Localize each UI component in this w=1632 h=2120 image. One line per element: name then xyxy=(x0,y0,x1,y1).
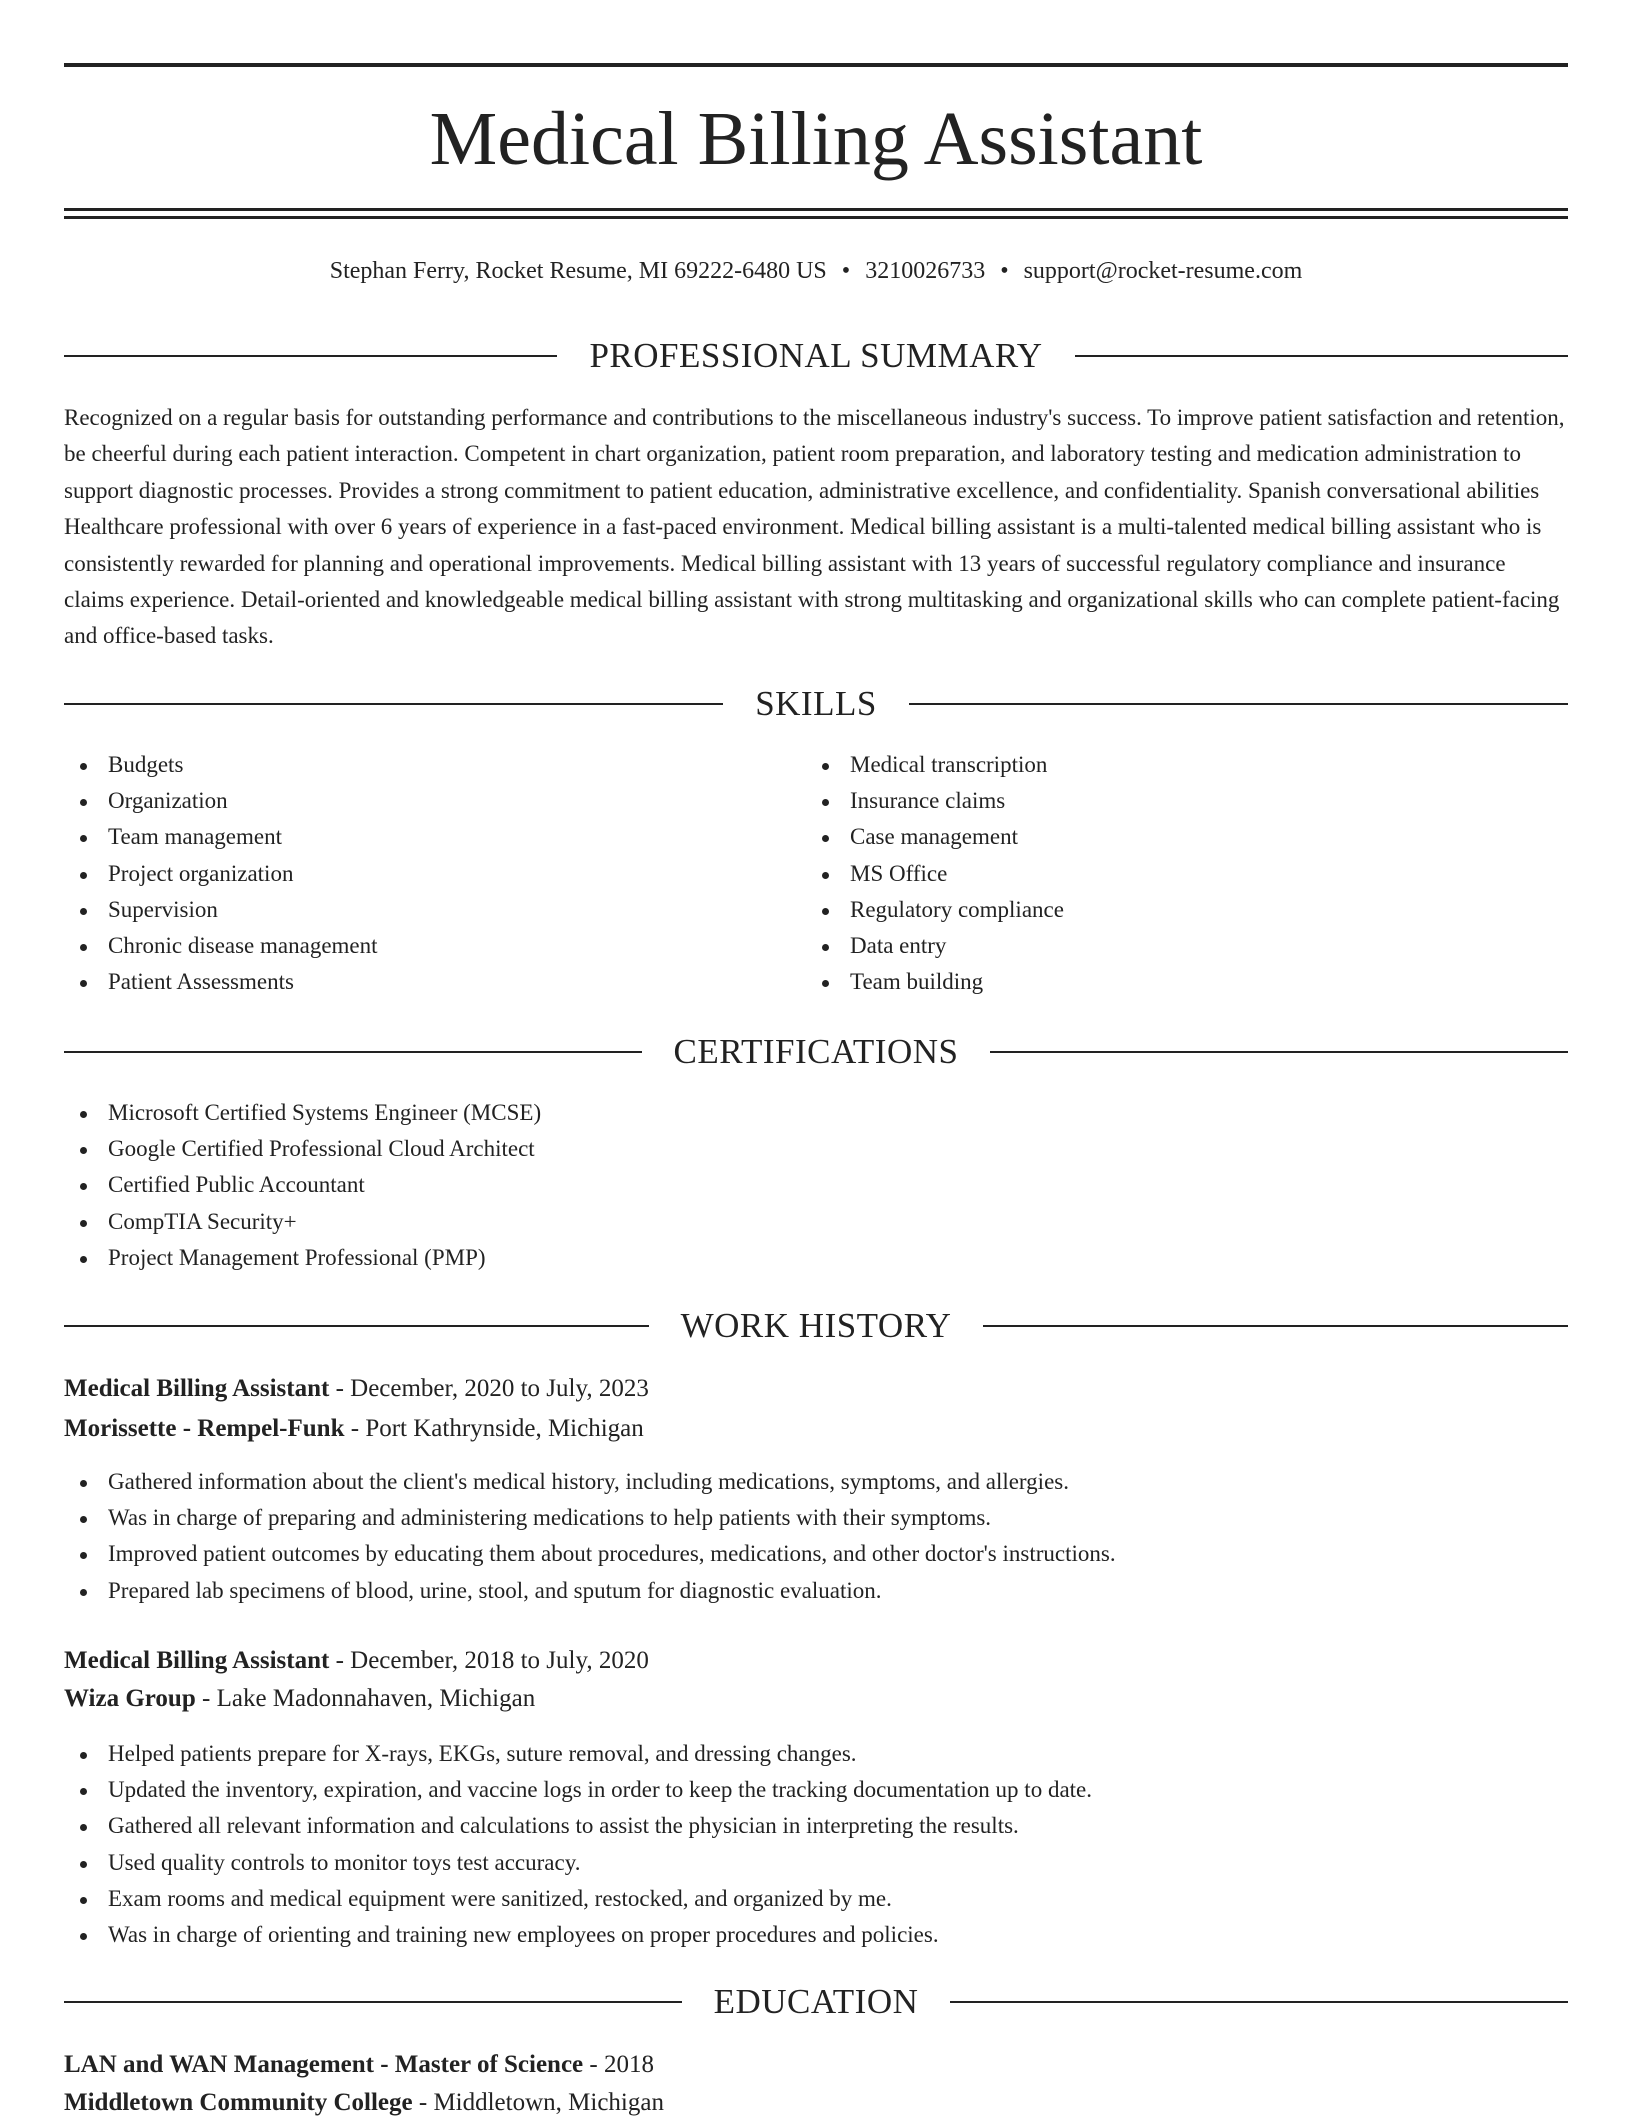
job-title-line: Medical Billing Assistant - December, 2020 to July, 2023 xyxy=(64,1375,649,1402)
contact-phone: 3210026733 xyxy=(865,258,986,284)
contact-line xyxy=(64,255,1568,287)
job-duty-item: Improved patient outcomes by educating them about procedures, medications, and other doctor's instructions. xyxy=(64,1536,1116,1572)
certifications-list xyxy=(64,1095,541,1276)
job-duties-list xyxy=(64,1464,1116,1609)
skills-list-right xyxy=(806,747,1064,1000)
contact-separator: • xyxy=(841,258,851,284)
skill-item: Data entry xyxy=(806,928,1064,964)
job-title-line: Medical Billing Assistant - December, 2018 to July, 2020 xyxy=(64,1647,649,1674)
section-rule-left xyxy=(64,2001,682,2003)
job-duty-item: Was in charge of orienting and training new employees on proper procedures and policies. xyxy=(64,1917,1092,1953)
certification-item: CompTIA Security+ xyxy=(64,1204,541,1240)
skill-item: Medical transcription xyxy=(806,747,1064,783)
section-rule-right xyxy=(990,1051,1568,1053)
job-dates: December, 2020 to July, 2023 xyxy=(350,1375,649,1402)
section-heading-work-history xyxy=(64,1306,1568,1346)
resume-title: Medical Billing Assistant xyxy=(429,97,1203,181)
contact-email: support@rocket-resume.com xyxy=(1023,258,1303,284)
section-heading-education xyxy=(64,1982,1568,2022)
skill-item: Project organization xyxy=(64,856,378,892)
header-double-rule xyxy=(64,208,1568,219)
section-rule-right xyxy=(909,703,1568,705)
skill-item: Chronic disease management xyxy=(64,928,378,964)
job-duty-item: Was in charge of preparing and administering medications to help patients with their symptoms. xyxy=(64,1500,1116,1536)
job-duty-item: Gathered all relevant information and calculations to assist the physician in interpreting the results. xyxy=(64,1808,1092,1844)
skill-item: Team building xyxy=(806,964,1064,1000)
job-duty-item: Helped patients prepare for X-rays, EKGs, suture removal, and dressing changes. xyxy=(64,1736,1092,1772)
job-location: Lake Madonnahaven, Michigan xyxy=(216,1685,536,1712)
header-top-rule xyxy=(64,63,1568,67)
job-company-line: Wiza Group - Lake Madonnahaven, Michigan xyxy=(64,1685,536,1712)
section-heading-summary xyxy=(64,336,1568,376)
certification-item: Certified Public Accountant xyxy=(64,1167,541,1203)
job-company: Morissette - Rempel-Funk xyxy=(64,1415,345,1442)
certification-item: Microsoft Certified Systems Engineer (MCSE) xyxy=(64,1095,541,1131)
section-heading-certifications xyxy=(64,1032,1568,1072)
skill-item: Team management xyxy=(64,819,378,855)
skill-item: Supervision xyxy=(64,892,378,928)
education-degree: LAN and WAN Management - Master of Science xyxy=(64,2051,584,2078)
skill-item: Patient Assessments xyxy=(64,964,378,1000)
education-school-line: Middletown Community College - Middletown, Michigan xyxy=(64,2089,664,2116)
job-company: Wiza Group xyxy=(64,1685,196,1712)
education-degree-line: LAN and WAN Management - Master of Science - 2018 xyxy=(64,2051,654,2078)
job-duty-item: Exam rooms and medical equipment were sanitized, restocked, and organized by me. xyxy=(64,1881,1092,1917)
education-location: Middletown, Michigan xyxy=(433,2089,664,2116)
skill-item: Organization xyxy=(64,783,378,819)
certification-item: Google Certified Professional Cloud Architect xyxy=(64,1131,541,1167)
job-company-line: Morissette - Rempel-Funk - Port Kathrynside, Michigan xyxy=(64,1415,644,1442)
contact-separator: • xyxy=(1000,258,1009,284)
skill-item: Regulatory compliance xyxy=(806,892,1064,928)
job-title: Medical Billing Assistant xyxy=(64,1647,330,1674)
job-duty-item: Prepared lab specimens of blood, urine, stool, and sputum for diagnostic evaluation. xyxy=(64,1573,1116,1609)
skill-item: Insurance claims xyxy=(806,783,1064,819)
section-title: EDUCATION xyxy=(713,1982,919,2021)
job-duty-item: Updated the inventory, expiration, and vaccine logs in order to keep the tracking documentation up to date. xyxy=(64,1772,1092,1808)
section-title: WORK HISTORY xyxy=(680,1306,952,1345)
summary-text: Recognized on a regular basis for outstanding performance and contributions to the miscellaneous industry's success. To improve patient satisfaction and retention, be cheerful during each patient interaction. Competent in chart organization, patient room preparation, and laboratory testing and medication administration to support diagnostic processes. Provides a strong commitment to patient education, administrative excellence, and confidentiality. Spanish conversational abilities Healthcare professional with over 6 years of experience in a fast-paced environment. Medical billing assistant is a multi-talented medical billing assistant who is consistently rewarded for planning and operational improvements. Medical billing assistant with 13 years of successful regulatory compliance and insurance claims experience. Detail-oriented and knowledgeable medical billing assistant with strong multitasking and organizational skills who can complete patient-facing and office-based tasks. xyxy=(64,405,1565,649)
education-school: Middletown Community College xyxy=(64,2089,413,2116)
skill-item: MS Office xyxy=(806,856,1064,892)
section-rule-left xyxy=(64,1051,642,1053)
skill-item: Case management xyxy=(806,819,1064,855)
section-rule-left xyxy=(64,1325,649,1327)
contact-address: Stephan Ferry, Rocket Resume, MI 69222-6480 US xyxy=(329,258,827,284)
skill-item: Budgets xyxy=(64,747,378,783)
job-title: Medical Billing Assistant xyxy=(64,1375,330,1402)
job-duty-item: Gathered information about the client's medical history, including medications, symptoms, and allergies. xyxy=(64,1464,1116,1500)
job-duties-list xyxy=(64,1736,1092,1953)
job-location: Port Kathrynside, Michigan xyxy=(365,1415,644,1442)
education-year: 2018 xyxy=(603,2051,654,2078)
section-rule-right xyxy=(983,1325,1568,1327)
section-heading-skills xyxy=(64,684,1568,724)
section-rule-right xyxy=(950,2001,1568,2003)
section-rule-right xyxy=(1075,355,1568,357)
job-dates: December, 2018 to July, 2020 xyxy=(350,1647,649,1674)
skills-list-left xyxy=(64,747,378,1000)
section-title: PROFESSIONAL SUMMARY xyxy=(589,336,1043,375)
section-title: CERTIFICATIONS xyxy=(673,1032,959,1071)
certification-item: Project Management Professional (PMP) xyxy=(64,1240,541,1276)
job-duty-item: Used quality controls to monitor toys test accuracy. xyxy=(64,1845,1092,1881)
section-rule-left xyxy=(64,355,557,357)
section-rule-left xyxy=(64,703,723,705)
section-title: SKILLS xyxy=(755,684,877,723)
